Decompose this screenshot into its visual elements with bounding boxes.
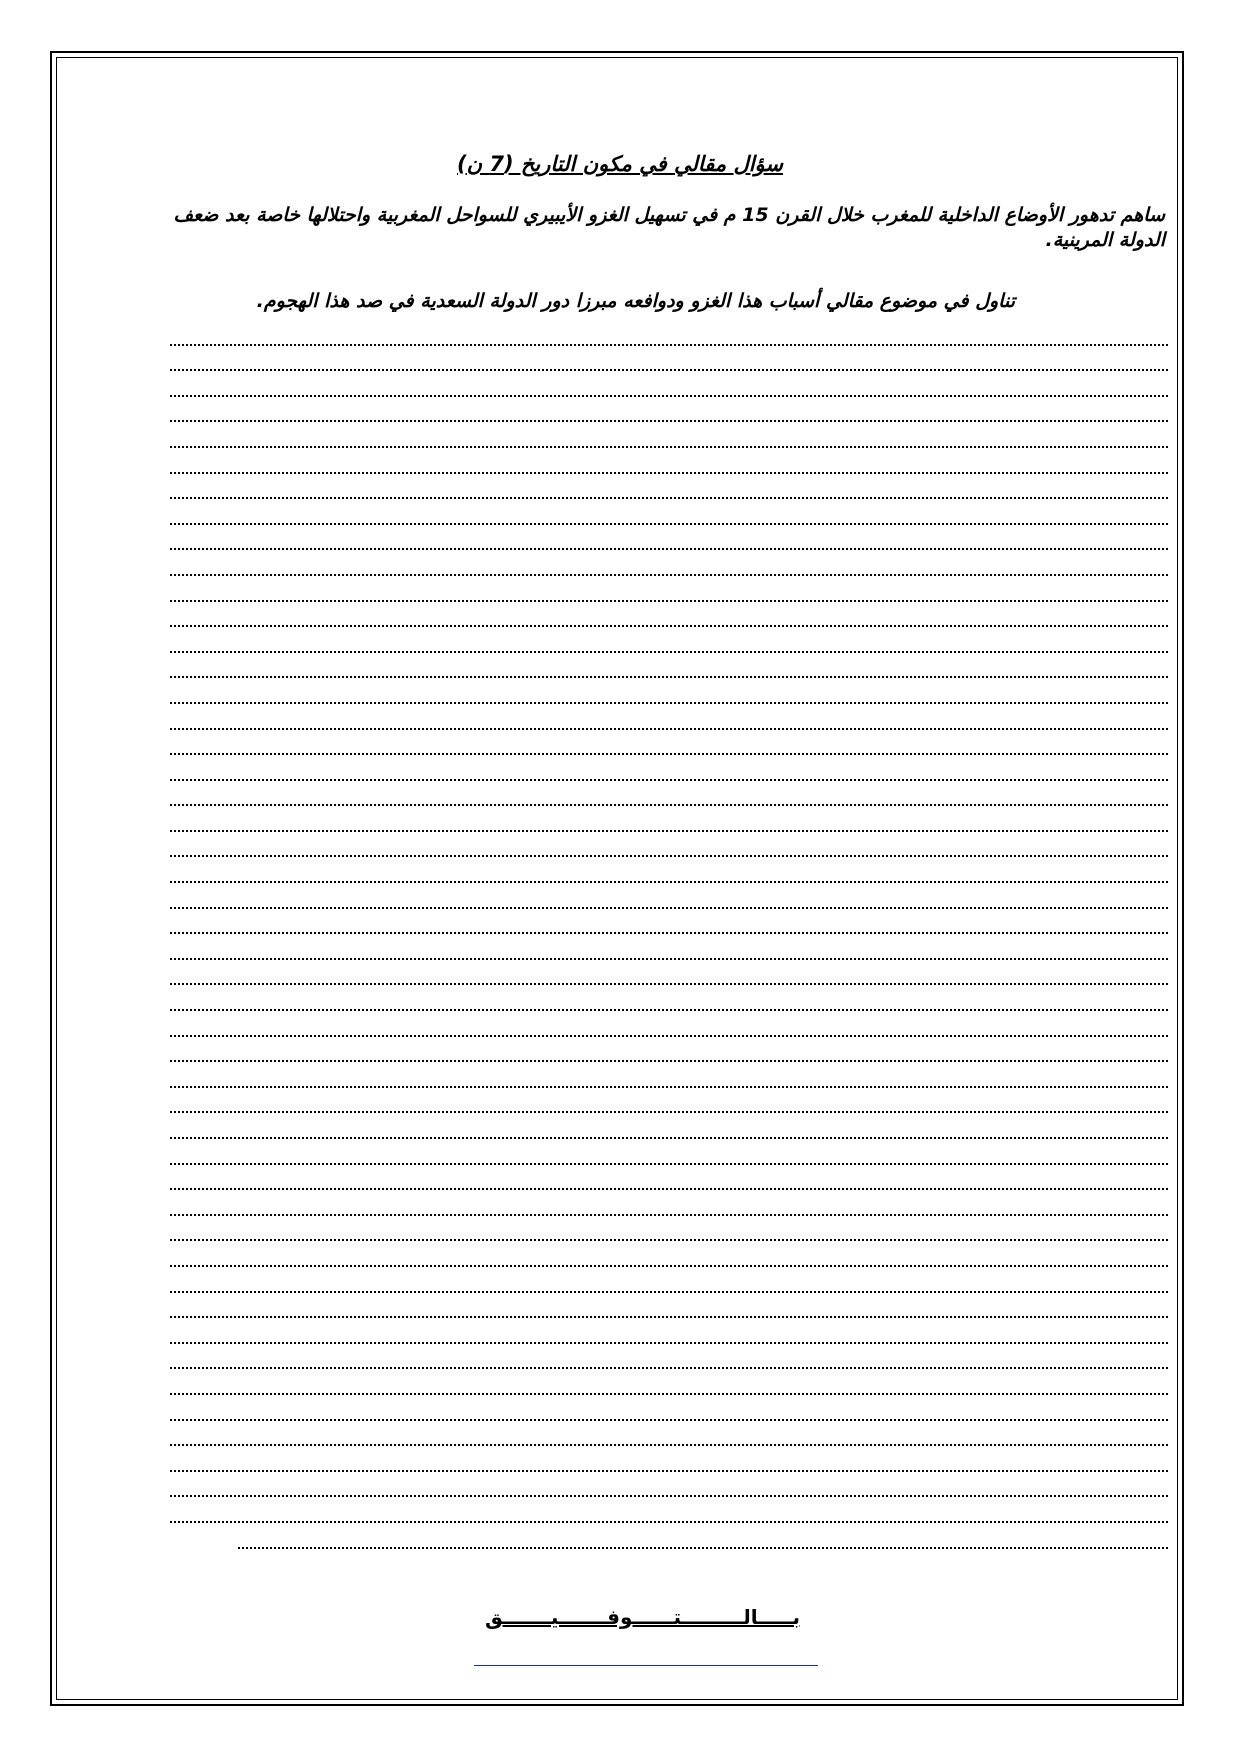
question-context: ساهم تدهور الأوضاع الداخلية للمغرب خلال القرن 15 م في تسهيل الغزو الأيبيري للسواحل المغربية واحتلالها خاصة بعد ضعف الدولة المرينية. — [173, 204, 1165, 251]
answer-line[interactable] — [170, 1113, 1168, 1139]
answer-line[interactable] — [170, 883, 1168, 909]
question-instruction: تناول في موضوع مقالي أسباب هذا الغزو ودوافعه مبرزا دور الدولة السعدية في صد هذا الهجوم. — [256, 290, 1015, 312]
answer-line[interactable] — [170, 985, 1168, 1011]
answer-line[interactable] — [170, 1062, 1168, 1088]
answer-line[interactable] — [170, 1472, 1168, 1498]
answer-line[interactable] — [170, 525, 1168, 551]
answer-line[interactable] — [170, 678, 1168, 704]
answer-line[interactable] — [170, 909, 1168, 935]
answer-line[interactable] — [170, 1139, 1168, 1165]
answer-line[interactable] — [170, 474, 1168, 500]
answer-line[interactable] — [170, 934, 1168, 960]
answer-line[interactable] — [170, 1344, 1168, 1370]
answer-line[interactable] — [170, 448, 1168, 474]
answer-line[interactable] — [170, 1165, 1168, 1191]
answer-line[interactable] — [170, 960, 1168, 986]
closing-wish: بـــــالـــــــــتــــــوفـــــــيـــــــق — [485, 1605, 800, 1629]
answer-line[interactable] — [170, 653, 1168, 679]
answer-line[interactable] — [170, 1088, 1168, 1114]
answer-line[interactable] — [170, 1293, 1168, 1319]
answer-line[interactable] — [170, 704, 1168, 730]
answer-line[interactable] — [170, 1190, 1168, 1216]
answer-line[interactable] — [170, 1446, 1168, 1472]
answer-line[interactable] — [170, 1241, 1168, 1267]
answer-line[interactable] — [170, 422, 1168, 448]
answer-line[interactable] — [170, 832, 1168, 858]
answer-line[interactable] — [170, 1267, 1168, 1293]
answer-line[interactable] — [170, 550, 1168, 576]
answer-line[interactable] — [170, 627, 1168, 653]
answer-line[interactable] — [170, 1216, 1168, 1242]
answer-line[interactable] — [170, 1037, 1168, 1063]
answer-line[interactable] — [170, 806, 1168, 832]
answer-line[interactable] — [170, 755, 1168, 781]
answer-lines-area[interactable] — [170, 320, 1168, 1549]
answer-line[interactable] — [170, 1369, 1168, 1395]
answer-line[interactable] — [170, 1011, 1168, 1037]
answer-line[interactable] — [170, 781, 1168, 807]
answer-line[interactable] — [170, 1421, 1168, 1447]
answer-line[interactable] — [238, 1523, 1168, 1549]
answer-line[interactable] — [170, 499, 1168, 525]
answer-line[interactable] — [170, 1318, 1168, 1344]
answer-line[interactable] — [170, 1395, 1168, 1421]
answer-line[interactable] — [170, 346, 1168, 372]
answer-line[interactable] — [170, 730, 1168, 756]
answer-line[interactable] — [170, 320, 1168, 346]
answer-line[interactable] — [170, 397, 1168, 423]
answer-line[interactable] — [170, 1497, 1168, 1523]
answer-line[interactable] — [170, 857, 1168, 883]
footer-rule — [474, 1665, 818, 1666]
exam-question-title: سؤال مقالي في مكون التاريخ (7 ن) — [457, 152, 783, 176]
answer-line[interactable] — [170, 576, 1168, 602]
answer-line[interactable] — [170, 371, 1168, 397]
answer-line[interactable] — [170, 602, 1168, 628]
